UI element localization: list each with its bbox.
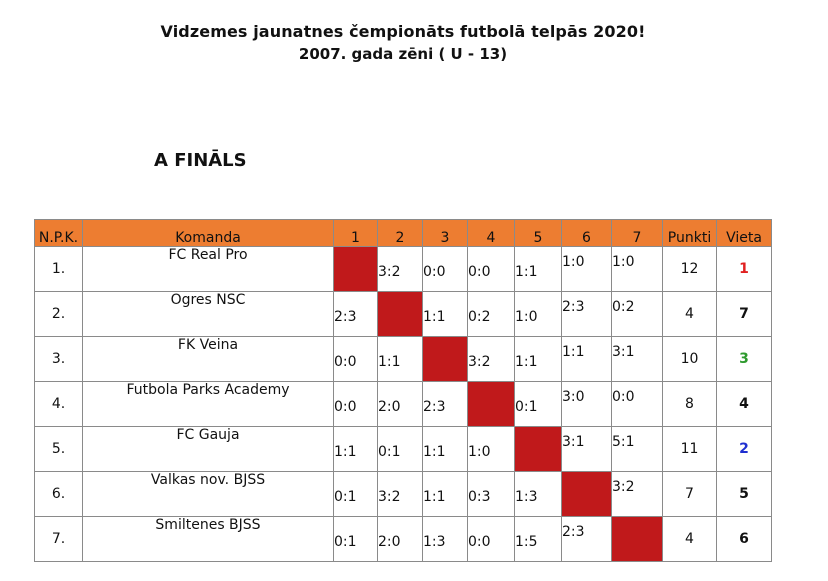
points-cell: 11 [663,427,717,472]
score-cell: 2:3 [334,292,378,337]
score-cell: 1:0 [468,427,515,472]
table-row [35,382,772,427]
standings-table [34,219,772,562]
score-cell: 1:1 [515,337,562,382]
self-match-cell [562,472,612,517]
score-cell: 0:0 [334,337,378,382]
table-row [35,472,772,517]
points-cell: 4 [663,292,717,337]
score-cell: 1:0 [562,247,612,292]
score-cell: 1:1 [423,427,468,472]
score-cell: 3:1 [562,427,612,472]
place-cell: 2 [717,427,772,472]
team-name: Valkas nov. BJSS [83,472,334,517]
row-number: 3. [35,337,83,382]
place-cell: 6 [717,517,772,562]
header-col-2: 2 [378,220,423,247]
score-cell: 0:0 [334,382,378,427]
row-number: 2. [35,292,83,337]
self-match-cell [612,517,663,562]
place-cell: 5 [717,472,772,517]
team-name: FC Gauja [83,427,334,472]
place-cell: 4 [717,382,772,427]
header-col-3: 3 [423,220,468,247]
score-cell: 3:2 [612,472,663,517]
place-cell: 7 [717,292,772,337]
score-cell: 1:0 [612,247,663,292]
row-number: 5. [35,427,83,472]
place-cell: 3 [717,337,772,382]
header-team: Komanda [83,220,334,247]
score-cell: 2:3 [562,292,612,337]
table-row [35,247,772,292]
page-title: Vidzemes jaunatnes čempionāts futbolā telpās 2020! [160,22,646,41]
table-row [35,337,772,382]
table-row [35,427,772,472]
table-row [35,517,772,562]
row-number: 1. [35,247,83,292]
score-cell: 0:1 [515,382,562,427]
points-cell: 12 [663,247,717,292]
header-place: Vieta [717,220,772,247]
score-cell: 0:1 [334,472,378,517]
row-number: 6. [35,472,83,517]
header-col-4: 4 [468,220,515,247]
score-cell: 1:5 [515,517,562,562]
score-cell: 1:1 [562,337,612,382]
score-cell: 1:3 [515,472,562,517]
team-name: Smiltenes BJSS [83,517,334,562]
score-cell: 0:2 [612,292,663,337]
score-cell: 5:1 [612,427,663,472]
points-cell: 7 [663,472,717,517]
header-npk: N.P.K. [35,220,83,247]
header-col-1: 1 [334,220,378,247]
score-cell: 1:0 [515,292,562,337]
row-number: 4. [35,382,83,427]
score-cell: 3:2 [378,247,423,292]
place-cell: 1 [717,247,772,292]
header-row [35,220,772,247]
score-cell: 0:0 [468,517,515,562]
score-cell: 0:0 [423,247,468,292]
score-cell: 1:3 [423,517,468,562]
section-title: A FINĀLS [154,150,247,171]
points-cell: 10 [663,337,717,382]
score-cell: 3:1 [612,337,663,382]
team-name: FK Veina [83,337,334,382]
team-name: FC Real Pro [83,247,334,292]
score-cell: 3:2 [378,472,423,517]
score-cell: 2:0 [378,382,423,427]
team-name: Ogres NSC [83,292,334,337]
score-cell: 0:1 [334,517,378,562]
score-cell: 2:3 [562,517,612,562]
table-row [35,292,772,337]
header-col-5: 5 [515,220,562,247]
self-match-cell [378,292,423,337]
score-cell: 2:0 [378,517,423,562]
score-cell: 1:1 [423,292,468,337]
team-name: Futbola Parks Academy [83,382,334,427]
score-cell: 0:0 [612,382,663,427]
points-cell: 4 [663,517,717,562]
self-match-cell [334,247,378,292]
score-cell: 3:2 [468,337,515,382]
score-cell: 1:1 [378,337,423,382]
points-cell: 8 [663,382,717,427]
score-cell: 0:0 [468,247,515,292]
header-col-7: 7 [612,220,663,247]
self-match-cell [515,427,562,472]
score-cell: 3:0 [562,382,612,427]
header-points: Punkti [663,220,717,247]
header-col-6: 6 [562,220,612,247]
score-cell: 0:2 [468,292,515,337]
page-subtitle: 2007. gada zēni ( U - 13) [298,45,508,63]
score-cell: 2:3 [423,382,468,427]
self-match-cell [468,382,515,427]
row-number: 7. [35,517,83,562]
score-cell: 1:1 [515,247,562,292]
self-match-cell [423,337,468,382]
score-cell: 1:1 [334,427,378,472]
score-cell: 0:3 [468,472,515,517]
score-cell: 0:1 [378,427,423,472]
score-cell: 1:1 [423,472,468,517]
